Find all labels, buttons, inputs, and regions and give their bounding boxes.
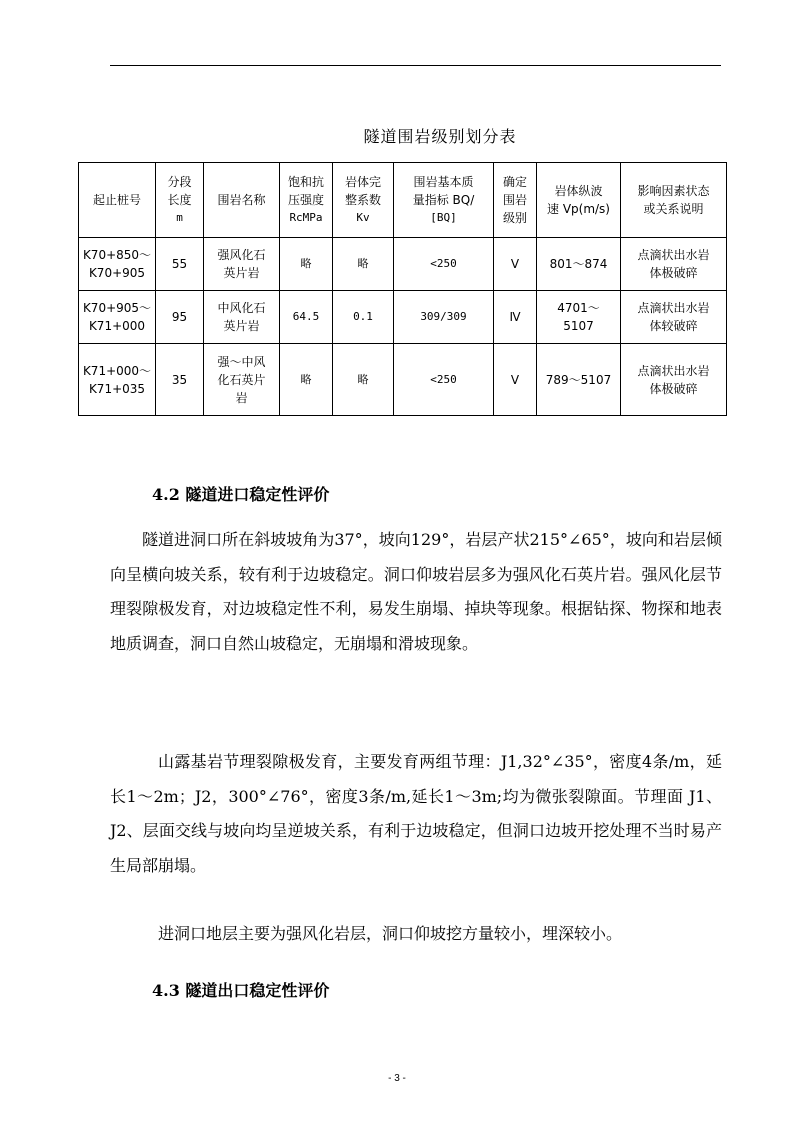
header-cell: [280, 163, 333, 238]
rock-grade-table: [78, 162, 727, 416]
table-cell-line: 英片岩: [223, 266, 260, 280]
table-cell: [537, 344, 621, 416]
table-title: 隧道围岩级别划分表: [363, 127, 517, 146]
header-cell: [537, 163, 621, 238]
table-cell: [394, 291, 494, 344]
table-cell: [79, 291, 156, 344]
header-cell: [621, 163, 727, 238]
paragraph-strata: 进洞口地层主要为强风化岩层，洞口仰坡挖方量较小，埋深较小。: [158, 924, 623, 943]
table-cell-line: K70+850～: [82, 248, 152, 262]
header-cell: [204, 163, 280, 238]
table-cell-line: 强～中风: [217, 354, 266, 369]
header-cell: [333, 163, 394, 238]
header-cell-line: 岩体纵波: [554, 184, 603, 198]
table-cell-line: Ⅴ: [510, 372, 520, 387]
table-cell-line: 55: [171, 257, 188, 271]
table-cell-line: 4701～: [557, 301, 600, 315]
table-cell: [394, 238, 494, 291]
table-cell: [280, 344, 333, 416]
table-cell: [333, 344, 394, 416]
table-cell-line: 点滴状出水岩: [637, 363, 710, 378]
table-cell-line: K71+000～: [82, 363, 152, 378]
table-cell: [394, 344, 494, 416]
header-cell-line: 围岩: [502, 193, 527, 207]
header-rule: [110, 65, 721, 66]
header-cell-line: 级别: [502, 211, 527, 225]
header-cell-line: 岩体完: [344, 175, 381, 189]
header-cell-line: 整系数: [344, 193, 381, 207]
table-cell-line: 岩: [235, 390, 248, 405]
table-cell-line: 强风化石: [217, 248, 266, 262]
header-cell-line: 围岩名称: [217, 193, 266, 207]
table-cell: [156, 238, 204, 291]
header-cell-line: 围岩基本质: [413, 175, 474, 189]
table-cell-line: 5107: [563, 319, 594, 333]
header-cell-line: 或关系说明: [643, 202, 704, 216]
table-cell-line: 略: [357, 257, 369, 270]
table-cell: [204, 238, 280, 291]
table-cell: [494, 291, 537, 344]
header-cell-line: 压强度: [287, 193, 324, 207]
table-cell-line: 309/309: [420, 310, 467, 323]
table-cell: [333, 238, 394, 291]
table-cell-line: 化石英片: [217, 372, 266, 387]
paragraph-entrance-slope: 隧道进洞口所在斜坡坡角为37°，坡向129°，岩层产状215°∠65°，坡向和岩层倾向呈横向坡关系，较有利于边坡稳定。洞口仰坡岩层多为强风化石英片岩。强风化层节理裂隙极发育，对边坡稳定性不利，易发生崩塌、掉块等现象。根据钻探、物探和地表地质调查，洞口自然山坡稳定，无崩塌和滑坡现象。: [110, 530, 722, 653]
table-cell: [156, 291, 204, 344]
table-cell-line: 0.1: [353, 310, 373, 323]
table-body: [79, 238, 727, 416]
header-cell-line: RcMPa: [289, 211, 323, 224]
header-cell: [79, 163, 156, 238]
header-row: [79, 163, 727, 238]
paragraph-joints: 山露基岩节理裂隙极发育，主要发育两组节理：J1,32°∠35°，密度4条/m，延长1～2m；J2，300°∠76°，密度3条/m,延长1～3m;均为微张裂隙面。节理面 J1、J2、层面交线与坡向均呈逆坡关系，有利于边坡稳定，但洞口边坡开挖处理不当时易产生局部崩塌。: [110, 752, 722, 875]
table-cell-line: 略: [357, 372, 369, 386]
table-row: [79, 238, 727, 291]
table-cell: [621, 291, 727, 344]
table-cell-line: 体极破碎: [649, 266, 698, 280]
table-cell: [280, 238, 333, 291]
table-header: [79, 163, 727, 238]
table-cell: [204, 291, 280, 344]
table-cell: [494, 344, 537, 416]
header-cell-line: 长度: [167, 193, 192, 207]
table-cell-line: 789～5107: [545, 372, 612, 387]
table-cell: [537, 238, 621, 291]
table-cell: [537, 291, 621, 344]
table-cell-line: <250: [430, 257, 457, 270]
table-cell: [156, 344, 204, 416]
header-cell: [494, 163, 537, 238]
table-cell-line: 中风化石: [217, 301, 266, 315]
table-cell-line: 体较破碎: [649, 319, 698, 333]
table-cell: [280, 291, 333, 344]
table-cell-line: <250: [430, 372, 457, 386]
header-cell-line: Kv: [356, 211, 370, 224]
table-cell-line: 体极破碎: [649, 381, 698, 396]
table-cell-line: 35: [171, 372, 188, 387]
table-cell-line: 801～874: [549, 257, 608, 271]
table-cell-line: 点滴状出水岩: [637, 301, 710, 315]
header-cell-line: 饱和抗: [287, 175, 324, 189]
header-cell-line: 影响因素状态: [637, 184, 710, 198]
header-cell-line: 确定: [502, 175, 527, 189]
table-cell-line: 95: [171, 310, 188, 324]
header-cell-line: 量指标 BQ/: [412, 193, 475, 207]
table-cell-line: 略: [300, 372, 312, 386]
header-cell: [156, 163, 204, 238]
table-cell-line: K70+905～: [82, 301, 152, 315]
table-cell: [79, 344, 156, 416]
header-cell-line: m: [176, 211, 183, 224]
table-row: [79, 291, 727, 344]
table-cell-line: 英片岩: [223, 319, 260, 333]
table-cell-line: 64.5: [292, 310, 320, 323]
table-cell-line: K71+035: [88, 381, 146, 396]
table-cell-line: 略: [300, 257, 312, 270]
section-heading-4-3: 4.3 隧道出口稳定性评价: [152, 981, 330, 1000]
header-cell: [394, 163, 494, 238]
table-cell: [494, 238, 537, 291]
table-cell-line: K70+905: [88, 266, 146, 280]
table-cell: [333, 291, 394, 344]
table-cell: [621, 344, 727, 416]
section-heading-4-2: 4.2 隧道进口稳定性评价: [152, 485, 330, 504]
header-cell-line: 分段: [167, 175, 192, 189]
table-cell-line: 点滴状出水岩: [637, 248, 710, 262]
table-cell-line: Ⅴ: [510, 257, 520, 271]
table-cell: [79, 238, 156, 291]
table-row: [79, 344, 727, 416]
table-cell-line: Ⅳ: [509, 310, 521, 324]
table-cell: [204, 344, 280, 416]
header-cell-line: [BQ]: [430, 211, 457, 224]
table-cell-line: K71+000: [88, 319, 146, 333]
page-number: - 3 -: [388, 1073, 406, 1084]
header-cell-line: 速 Vp(m/s): [547, 202, 610, 216]
table-cell: [621, 238, 727, 291]
header-cell-line: 起止桩号: [92, 193, 141, 207]
